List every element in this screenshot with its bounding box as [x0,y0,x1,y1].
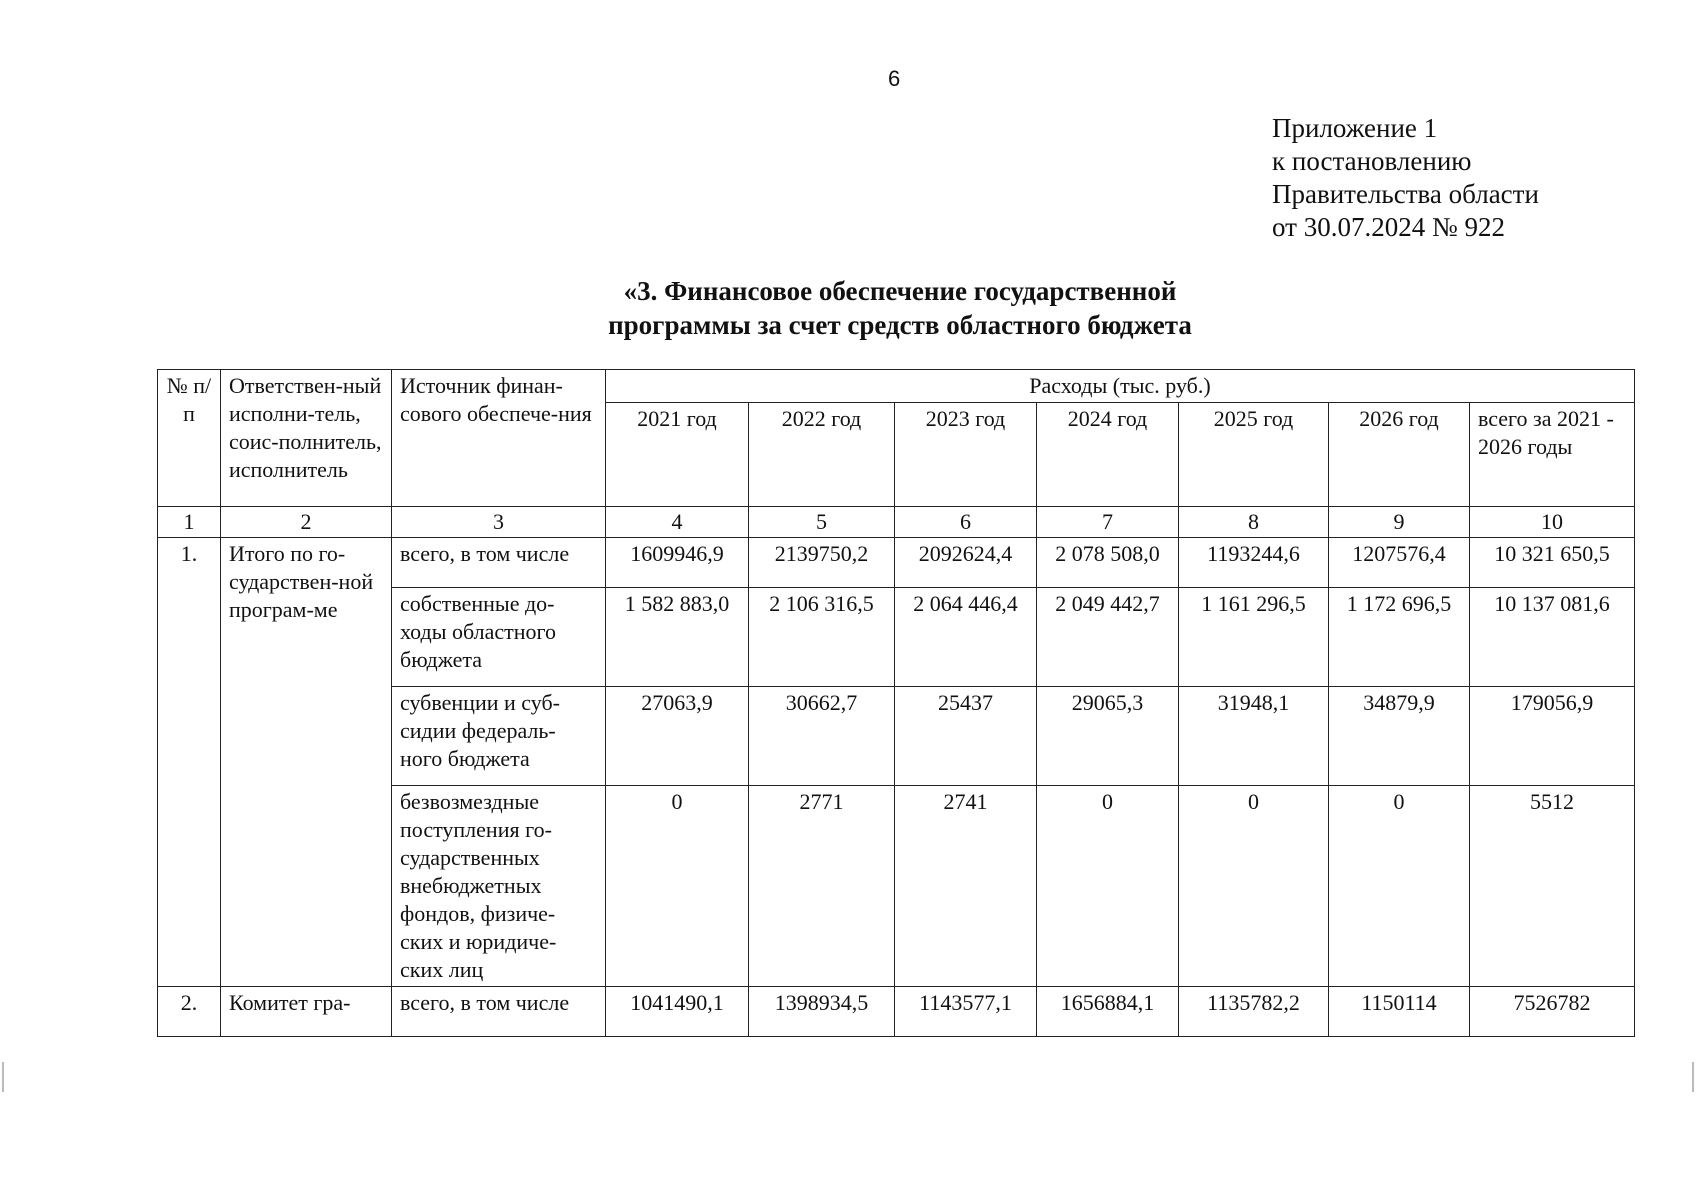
value-cell: 2741 [895,786,1037,987]
table-row [158,538,1635,588]
row-source: безвозмездные поступления го-сударственных внебюджетных фондов, физиче-ских и юридиче-ских лиц [392,786,606,987]
header-row [158,370,1635,403]
title-line: программы за счет средств областного бюджета [608,310,1192,340]
appendix-line: к постановлению [1272,146,1472,176]
title-line: «3. Финансовое обеспечение государственной [623,276,1177,306]
scan-edge-mark [1692,1062,1694,1092]
value-cell: 1135782,2 [1179,987,1329,1037]
row-executor: Итого по го-сударствен-ной програм-ме [221,538,392,987]
column-number: 6 [895,507,1037,538]
column-number: 4 [606,507,749,538]
row-num: 2. [158,987,221,1037]
value-cell: 5512 [1470,786,1635,987]
header-num: № п/п [158,370,221,507]
header-year: 2024 год [1037,403,1179,507]
column-number: 7 [1037,507,1179,538]
budget-table [157,369,1635,1037]
value-cell: 2 049 442,7 [1037,588,1179,687]
row-source: субвенции и суб-сидии федераль-ного бюджета [392,687,606,786]
value-cell: 179056,9 [1470,687,1635,786]
value-cell: 1 172 696,5 [1329,588,1470,687]
value-cell: 2139750,2 [749,538,895,588]
value-cell: 1609946,9 [606,538,749,588]
header-year: 2021 год [606,403,749,507]
value-cell: 0 [606,786,749,987]
appendix-line: Приложение 1 [1272,113,1438,143]
appendix-line: Правительства области [1272,179,1539,209]
value-cell: 2092624,4 [895,538,1037,588]
value-cell: 1398934,5 [749,987,895,1037]
appendix-line: от 30.07.2024 № 922 [1272,212,1505,242]
column-number: 8 [1179,507,1329,538]
header-year: 2023 год [895,403,1037,507]
value-cell: 0 [1179,786,1329,987]
column-number: 2 [221,507,392,538]
column-number: 3 [392,507,606,538]
value-cell: 31948,1 [1179,687,1329,786]
document-title [520,274,1280,342]
row-source: всего, в том числе [392,538,606,588]
value-cell: 10 137 081,6 [1470,588,1635,687]
row-source: всего, в том числе [392,987,606,1037]
header-year: 2025 год [1179,403,1329,507]
value-cell: 2771 [749,786,895,987]
value-cell: 25437 [895,687,1037,786]
value-cell: 10 321 650,5 [1470,538,1635,588]
value-cell: 1656884,1 [1037,987,1179,1037]
header-year: 2022 год [749,403,895,507]
column-number: 1 [158,507,221,538]
value-cell: 1143577,1 [895,987,1037,1037]
row-executor: Комитет гра- [221,987,392,1037]
column-number-row [158,507,1635,538]
value-cell: 29065,3 [1037,687,1179,786]
table-row [158,987,1635,1037]
header-year: 2026 год [1329,403,1470,507]
column-number: 10 [1470,507,1635,538]
value-cell: 2 106 316,5 [749,588,895,687]
value-cell: 0 [1037,786,1179,987]
header-total: всего за 2021 - 2026 годы [1470,403,1635,507]
value-cell: 1 582 883,0 [606,588,749,687]
value-cell: 30662,7 [749,687,895,786]
header-executor: Ответствен-ный исполни-тель, соис-полнитель, исполнитель [221,370,392,507]
appendix-block [1272,112,1539,244]
value-cell: 1 161 296,5 [1179,588,1329,687]
value-cell: 2 064 446,4 [895,588,1037,687]
row-source: собственные до-ходы областного бюджета [392,588,606,687]
value-cell: 2 078 508,0 [1037,538,1179,588]
value-cell: 1193244,6 [1179,538,1329,588]
header-source: Источник финан-сового обеспече-ния [392,370,606,507]
value-cell: 1041490,1 [606,987,749,1037]
header-expenses: Расходы (тыс. руб.) [606,370,1635,403]
scan-edge-mark [2,1062,4,1092]
value-cell: 1150114 [1329,987,1470,1037]
value-cell: 7526782 [1470,987,1635,1037]
row-num: 1. [158,538,221,987]
value-cell: 34879,9 [1329,687,1470,786]
column-number: 9 [1329,507,1470,538]
value-cell: 1207576,4 [1329,538,1470,588]
column-number: 5 [749,507,895,538]
value-cell: 0 [1329,786,1470,987]
page-number: 6 [888,66,901,91]
value-cell: 27063,9 [606,687,749,786]
